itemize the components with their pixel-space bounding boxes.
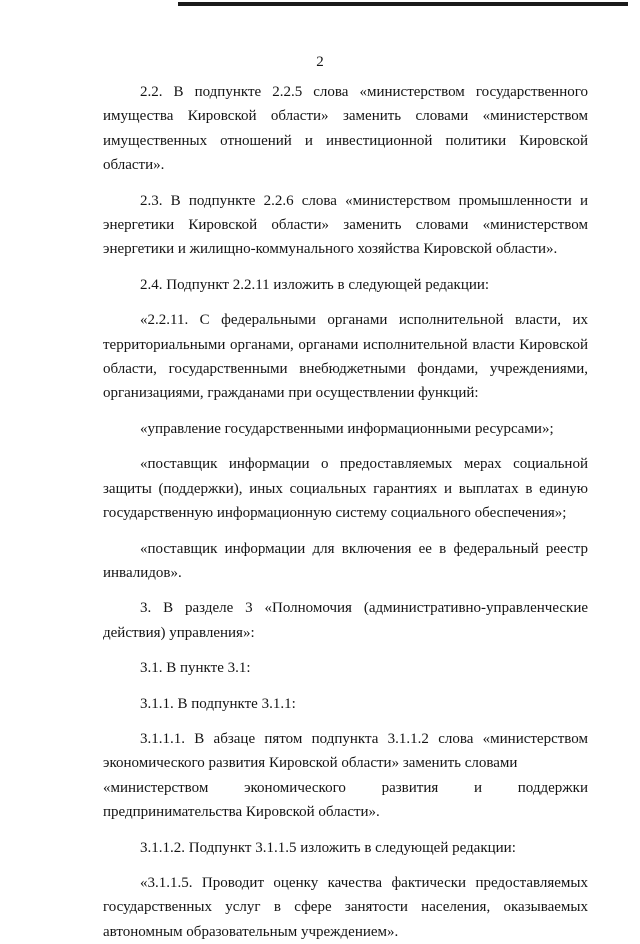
spread-word: экономического [244, 779, 346, 796]
paragraph-2-2: 2.2. В подпункте 2.2.5 слова «министерством государственного имущества Кировской области» заменить словами «министерством имущественных отношений и инвестиционной политики Кировской области». [103, 84, 588, 174]
paragraph-disabled-registry: «поставщик информации для включения ее в федеральный реестр инвалидов». [103, 540, 588, 581]
paragraph-3-1-1-2: 3.1.1.2. Подпункт 3.1.1.5 изложить в следующей редакции: [140, 839, 516, 856]
paragraph-3-1-1-1-spread-line [103, 776, 588, 800]
spread-word: развития [381, 779, 439, 796]
paragraph-3-1-1-5: «3.1.1.5. Проводит оценку качества фактически предоставляемых государственных услуг в сфере занятости населения, оказываемых автономным образовательным учреждением». [103, 874, 588, 940]
paragraph-3-1-1-1: 3.1.1.1. В абзаце пятом подпункта 3.1.1.2 слова «министерством экономического развития Кировской области» заменить словами [103, 730, 588, 772]
paragraph-2-2-11: «2.2.11. С федеральными органами исполнительной власти, их территориальными органами, органами исполнительной власти Кировской области, государственными внебюджетными фондами, учреждениями, организациями, гражданами при осуществлении функций: [103, 312, 588, 402]
top-rule [178, 2, 628, 6]
document-body [103, 80, 588, 944]
paragraph-3-1: 3.1. В пункте 3.1: [140, 660, 251, 677]
paragraph-3-1-1: 3.1.1. В подпункте 3.1.1: [140, 695, 296, 712]
spread-word: «министерством [103, 779, 209, 796]
paragraph-2-3: 2.3. В подпункте 2.2.6 слова «министерством промышленности и энергетики Кировской области» заменить словами «министерством энергетики и жилищно-коммунального хозяйства Кировской области». [103, 192, 588, 258]
page-number: 2 [316, 54, 324, 70]
paragraph-social-info: «поставщик информации о предоставляемых мерах социальной защиты (поддержки), иных социальных гарантиях и выплатах в единую государственную информационную систему социального обеспечения»; [103, 456, 588, 522]
spread-word: и [474, 779, 483, 796]
paragraph-section-3: 3. В разделе 3 «Полномочия (административно-управленческие действия) управления»: [103, 600, 588, 641]
paragraph-3-1-1-1-end: предпринимательства Кировской области». [103, 804, 380, 821]
paragraph-2-4: 2.4. Подпункт 2.2.11 изложить в следующей редакции: [140, 276, 490, 293]
spread-word: поддержки [517, 779, 588, 796]
paragraph-resources: «управление государственными информационными ресурсами»; [140, 420, 554, 437]
